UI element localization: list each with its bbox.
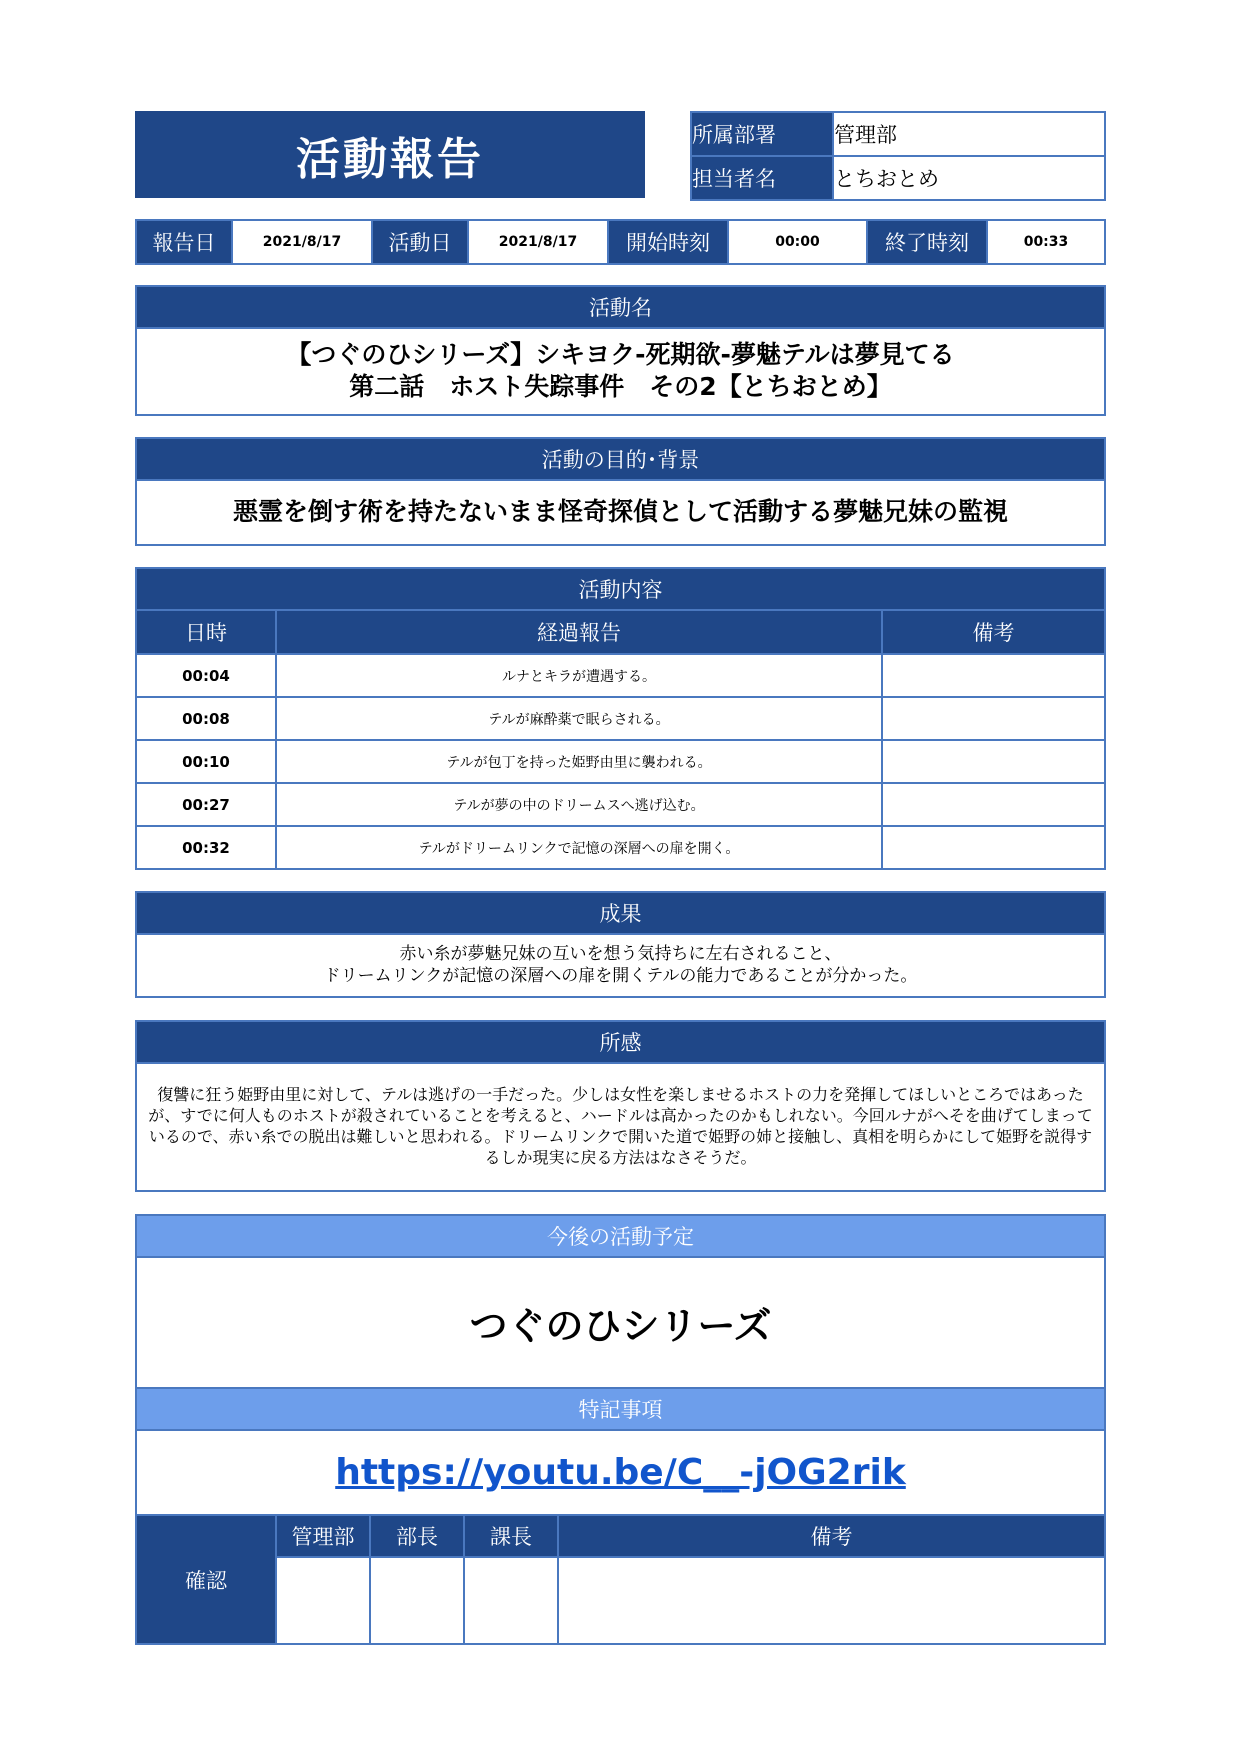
row-time: 00:27: [136, 783, 276, 826]
results-heading: 成果: [135, 891, 1106, 935]
impressions-heading: 所感: [135, 1020, 1106, 1064]
confirm-table: [135, 1514, 1106, 1645]
start-time-value: 00:00: [728, 220, 867, 264]
table-row: [136, 740, 1105, 783]
col-time-header: 日時: [136, 610, 276, 654]
results-line1: 赤い糸が夢魅兄妹の互いを想う気持ちに左右されること、: [399, 943, 842, 964]
plan-heading: 今後の活動予定: [135, 1214, 1106, 1258]
row-note: [882, 740, 1105, 783]
col-note-header: 備考: [882, 610, 1105, 654]
activity-date-label: 活動日: [372, 220, 468, 264]
impressions-box: [135, 1062, 1106, 1192]
plan-box: [135, 1256, 1106, 1388]
confirm-col-note: 備考: [558, 1515, 1105, 1557]
end-time-label: 終了時刻: [867, 220, 987, 264]
notes-heading: 特記事項: [135, 1387, 1106, 1431]
stamp-box-director: [370, 1557, 464, 1644]
row-note: [882, 826, 1105, 869]
table-row: [136, 697, 1105, 740]
confirm-col-director: 部長: [370, 1515, 464, 1557]
table-row: [136, 654, 1105, 697]
purpose-heading: 活動の目的･背景: [135, 437, 1106, 481]
table-row: [136, 826, 1105, 869]
dept-label: 所属部署: [691, 112, 833, 156]
activity-name-line1: 【つぐのひシリーズ】シキヨク-死期欲-夢魅テルは夢見てる: [286, 339, 955, 369]
dates-table: [135, 219, 1106, 265]
stamp-box-manager: [464, 1557, 558, 1644]
col-report-header: 経過報告: [276, 610, 882, 654]
row-report: テルが夢の中のドリームスへ逃げ込む。: [276, 783, 882, 826]
row-report: テルがドリームリンクで記憶の深層への扉を開く。: [276, 826, 882, 869]
activity-date-value: 2021/8/17: [468, 220, 608, 264]
title-box: [135, 111, 645, 198]
report-date-value: 2021/8/17: [232, 220, 372, 264]
stamp-box-admin: [276, 1557, 370, 1644]
confirm-label: 確認: [136, 1515, 276, 1644]
report-date-label: 報告日: [136, 220, 232, 264]
row-time: 00:10: [136, 740, 276, 783]
impressions-text: 復讐に狂う姫野由里に対して、テルは逃げの一手だった。少しは女性を楽しませるホストの力を発揮してほしいところではあったが、すでに何人ものホストが殺されていることを考えると、ハードルは高かったのかもしれない。今回ルナがへそを曲げてしまっているので、赤い糸での脱出は難しいと思われる。ドリームリンクで開いた道で姫野の姉と接触し、真相を明らかにして姫野を説得するしか現実に戻る方法はなさそうだ。: [148, 1085, 1093, 1167]
activity-name-box: [135, 327, 1106, 416]
youtube-link[interactable]: https://youtu.be/C__-jOG2rik: [335, 1452, 906, 1493]
activity-name-line2: 第二話 ホスト失踪事件 その2【とちおとめ】: [349, 371, 892, 401]
dept-table: [690, 111, 1106, 201]
page-title: 活動報告: [296, 133, 484, 185]
row-note: [882, 697, 1105, 740]
row-report: ルナとキラが遭遇する。: [276, 654, 882, 697]
contents-table: [135, 609, 1106, 870]
row-time: 00:32: [136, 826, 276, 869]
person-value: とちおとめ: [833, 156, 1105, 200]
confirm-col-admin: 管理部: [276, 1515, 370, 1557]
results-box: [135, 933, 1106, 998]
notes-box: [135, 1429, 1106, 1516]
end-time-value: 00:33: [987, 220, 1105, 264]
dept-value: 管理部: [833, 112, 1105, 156]
table-row: [136, 783, 1105, 826]
row-time: 00:08: [136, 697, 276, 740]
stamp-box-note: [558, 1557, 1105, 1644]
purpose-text: 悪霊を倒す術を持たないまま怪奇探偵として活動する夢魅兄妹の監視: [232, 496, 1008, 526]
purpose-box: [135, 479, 1106, 546]
row-note: [882, 783, 1105, 826]
activity-name-heading: 活動名: [135, 285, 1106, 329]
row-time: 00:04: [136, 654, 276, 697]
person-label: 担当者名: [691, 156, 833, 200]
contents-heading: 活動内容: [135, 567, 1106, 611]
results-line2: ドリームリンクが記憶の深層への扉を開くテルの能力であることが分かった。: [323, 965, 918, 986]
start-time-label: 開始時刻: [608, 220, 728, 264]
plan-text: つぐのひシリーズ: [469, 1303, 772, 1348]
confirm-col-manager: 課長: [464, 1515, 558, 1557]
row-note: [882, 654, 1105, 697]
row-report: テルが包丁を持った姫野由里に襲われる。: [276, 740, 882, 783]
row-report: テルが麻酔薬で眠らされる。: [276, 697, 882, 740]
